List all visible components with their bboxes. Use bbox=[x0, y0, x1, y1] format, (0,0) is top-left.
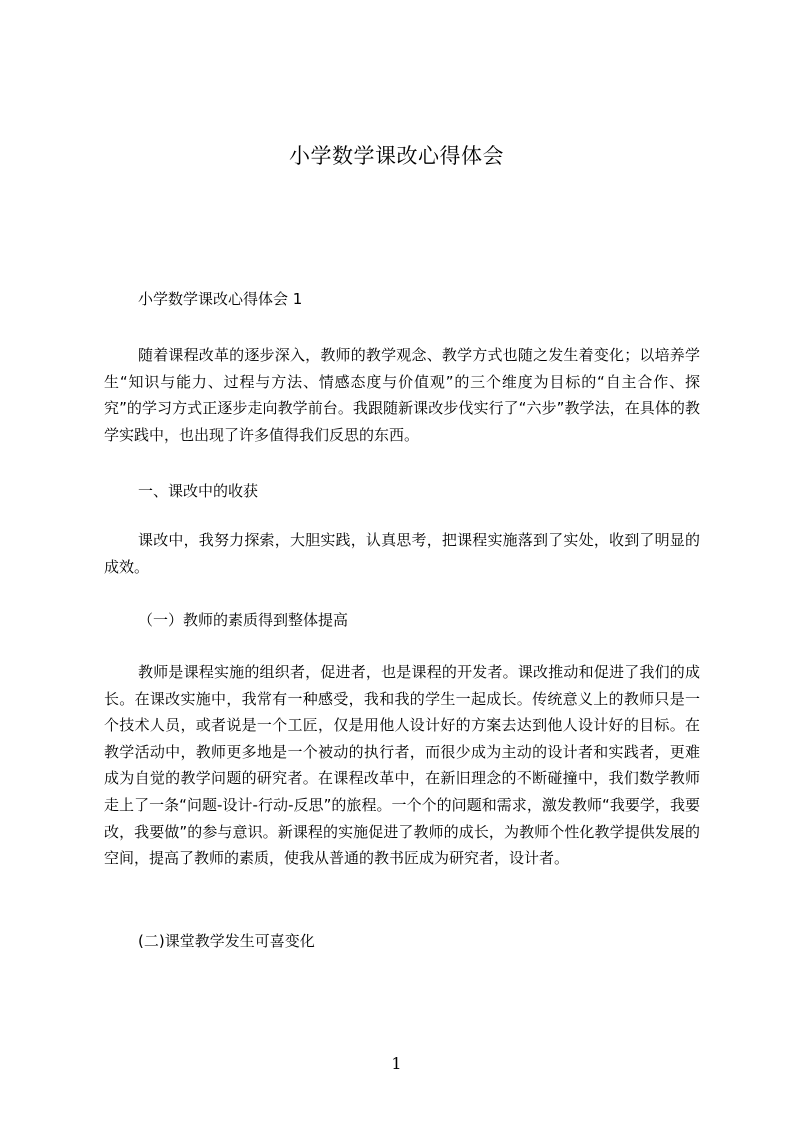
article-subtitle: 小学数学课改心得体会 1 bbox=[138, 290, 303, 308]
subsection-heading-classroom-change: (二)课堂教学发生可喜变化 bbox=[138, 932, 315, 950]
page-number: 1 bbox=[391, 1054, 402, 1073]
paragraph-gains-summary: 课改中，我努力探索，大胆实践，认真思考，把课程实施落到了实处，收到了明显的成效。 bbox=[104, 531, 700, 576]
subsection-heading-teacher-quality: （一）教师的素质得到整体提高 bbox=[138, 611, 349, 629]
document-title: 小学数学课改心得体会 bbox=[289, 144, 504, 168]
paragraph-intro: 随着课程改革的逐步深入，教师的教学观念、教学方式也随之发生着变化；以培养学生“知识与能力、过程与方法、情感态度与价值观”的三个维度为目标的“自主合作、探究”的学习方式正逐步走向教学前台。我跟随新课改步伐实行了“六步”教学法，在具体的教学实践中，也出现了许多值得我们反思的东西。 bbox=[104, 346, 700, 444]
paragraph-teacher-growth: 教师是课程实施的组织者，促进者，也是课程的开发者。课改推动和促进了我们的成长。在课改实施中，我常有一种感受，我和我的学生一起成长。传统意义上的教师只是一个技术人员，或者说是一个工匠，仅是用他人设计好的方案去达到他人设计好的目标。在教学活动中，教师更多地是一个被动的执行者，而很少成为主动的设计者和实践者，更难成为自觉的教学问题的研究者。在课程改革中，在新旧理念的不断碰撞中，我们数学教师走上了一条“问题-设计-行动-反思”的旅程。一个个的问题和需求，激发教师“我要学，我要改，我要做”的参与意识。新课程的实施促进了教师的成长，为教师个性化教学提供发展的空间，提高了教师的素质，使我从普通的教书匠成为研究者，设计者。 bbox=[104, 663, 700, 868]
section-heading-gains: 一、课改中的收获 bbox=[138, 482, 259, 500]
